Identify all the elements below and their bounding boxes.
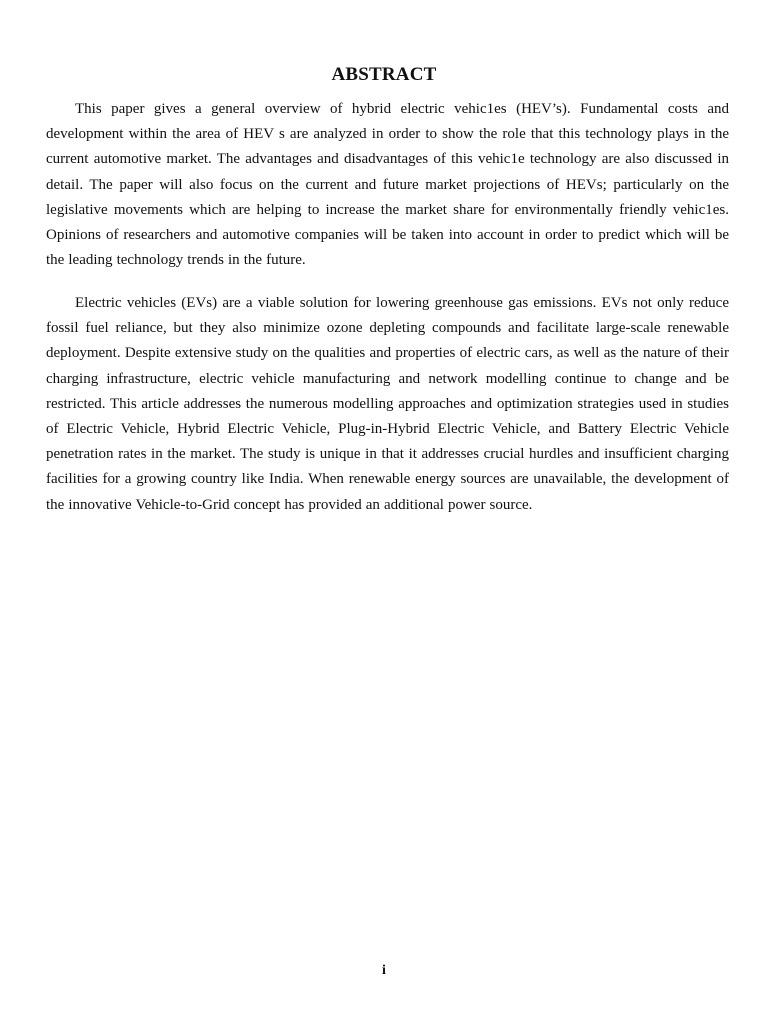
abstract-paragraph-2: Electric vehicles (EVs) are a viable solution for lowering greenhouse gas emissions. EVs not only reduce fossil fuel reliance, but they also minimize ozone depleting compounds and facilitate large-scale renewable deployment. Despite extensive study on the qualities and properties of electric cars, as well as the nature of their charging infrastructure, electric vehicle manufacturing and network modelling continue to change and be restricted. This article addresses the numerous modelling approaches and optimization strategies used in studies of Electric Vehicle, Hybrid Electric Vehicle, Plug-in-Hybrid Electric Vehicle, and Battery Electric Vehicle penetration rates in the market. The study is unique in that it addresses crucial hurdles and insufficient charging facilities for a growing country like India. When renewable energy sources are unavailable, the development of the innovative Vehicle-to-Grid concept has provided an additional power source. <box>46 295 729 513</box>
page-number: i <box>382 963 386 978</box>
abstract-paragraph-1: This paper gives a general overview of hybrid electric vehic1es (HEV’s). Fundamental costs and development within the area of HEV s are analyzed in order to show the role that this technology plays in the current automotive market. The advantages and disadvantages of this vehic1e technology are also discussed in detail. The paper will also focus on the current and future market projections of HEVs; particularly on the legislative movements which are helping to increase the market share for environmentally friendly vehic1es. Opinions of researchers and automotive companies will be taken into account in order to predict which will be the leading technology trends in the future. <box>46 101 729 269</box>
abstract-heading: ABSTRACT <box>331 64 437 85</box>
